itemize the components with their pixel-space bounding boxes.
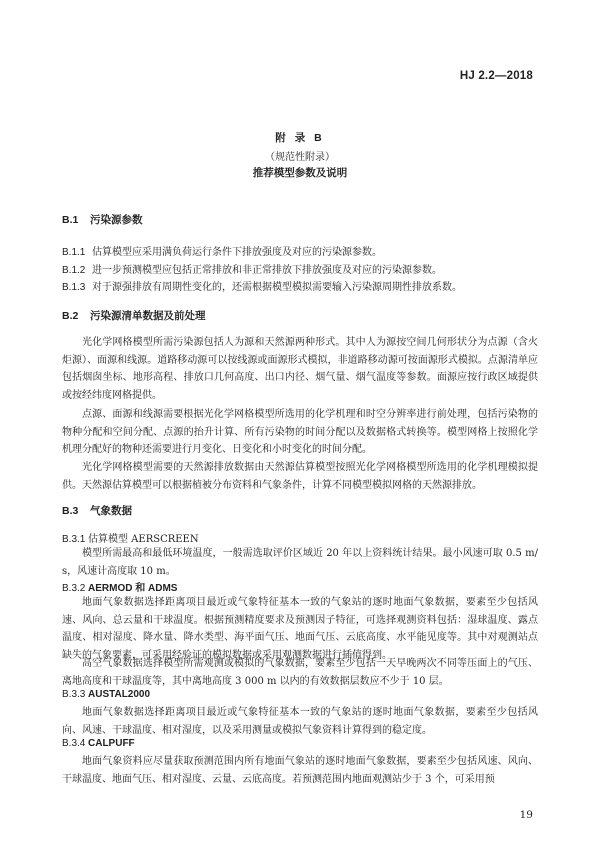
clause-b3-2-heading (62, 579, 177, 594)
section-b1-heading (62, 212, 143, 227)
clause-b1-2 (62, 261, 442, 276)
appendix-subtitle: （规范性附录） (265, 152, 335, 163)
section-title: 污染源参数 (90, 214, 143, 226)
clause-number: B.3.1 (62, 534, 86, 545)
clause-b3-3-heading (62, 689, 150, 700)
clause-number: B.3.2 (62, 583, 86, 594)
section-number: B.2 (62, 310, 79, 322)
section-title: 气象数据 (90, 505, 132, 517)
clause-text: 估算模型应采用满负荷运行条件下排放强度及对应的污染源参数。 (92, 247, 382, 258)
clause-number: B.1.3 (62, 282, 86, 293)
paragraph: 地面气象数据选择距离项目最近或气象特征基本一致的气象站的逐时地面气象数据，要素至少包括风向、风速、干球温度、相对湿度，以及采用测量或模拟气象资料计算得到的稳定度。 (62, 707, 538, 736)
clause-title: AUSTAL2000 (88, 689, 151, 700)
clause-b3-4-heading (62, 738, 135, 749)
clause-title: AERMOD 和 ADMS (88, 583, 178, 594)
clause-number: B.3.4 (62, 738, 86, 749)
clause-title: 估算模型 AERSCREEN (88, 534, 199, 545)
paragraph: 光化学网格模型所需污染源包括人为源和天然源两种形式。其中人为源按空间几何形状分为点源（含火炬源）、面源和线源。道路移动源可以按线源或面源形式模拟，非道路移动源可按面源形式模拟。点源清单应包括烟囱坐标、地形高程、排放口几何高度、出口内径、烟气量、烟气温度等参数。面源应按行政区域提供或按经纬度网格提供。 (62, 337, 538, 401)
clause-b1-1 (62, 243, 382, 258)
section-number: B.1 (62, 214, 79, 226)
paragraph: 地面气象资料应尽量获取预测范围内所有地面气象站的逐时地面气象数据，要素至少包括风速、风向、干球温度、地面气压、相对湿度、云量、云底高度。若预测范围内地面观测站少于 3 个，可采用预 (62, 756, 538, 785)
clause-title: CALPUFF (88, 738, 135, 749)
appendix-title: 附 录 B (275, 132, 325, 144)
clause-text: 进一步预测模型应包括正常排放和非正常排放下排放强度及对应的污染源参数。 (92, 265, 442, 276)
paragraph: 点源、面源和线源需要根据光化学网格模型所选用的化学机理和时空分辨率进行前处理，包括污染物的物种分配和空间分配、点源的抬升计算、所有污染物的时间分配以及数据格式转换等。模型网格上按照化学机理分配好的物种还需要进行月变化、日变化和小时变化的时间分配。 (62, 409, 538, 455)
page-number: 19 (519, 809, 533, 821)
clause-b1-3 (62, 278, 462, 293)
clause-b3-1-heading (62, 530, 199, 545)
paragraph: 地面气象数据选择距离项目最近或气象特征基本一致的气象站的逐时地面气象数据，要素至少包括风速、风向、总云量和干球温度。根据预测精度要求及预测因子特征，可选择观测资料包括：湿球温度、露点温度、相对湿度、降水量、降水类型、海平面气压、地面气压、云底高度、水平能见度等。其中对观测站点缺失的气象要素，可采用经验证的模拟数据或采用观测数据进行插值得到。 (62, 597, 538, 661)
clause-text: 对于源强排放有周期性变化的，还需根据模型模拟需要输入污染源周期性排放系数。 (92, 282, 462, 293)
clause-number: B.1.1 (62, 247, 86, 258)
paragraph: 模型所需最高和最低环境温度，一般需选取评价区域近 20 年以上资料统计结果。最小风速可取 0.5 m/s，风速计高度取 10 m。 (62, 548, 538, 577)
clause-number: B.1.2 (62, 265, 86, 276)
section-title: 污染源清单数据及前处理 (90, 310, 206, 322)
section-b3-heading (62, 503, 132, 518)
appendix-heading: 推荐模型参数及说明 (252, 167, 348, 179)
paragraph: 光化学网格模型需要的天然源排放数据由天然源估算模型按照光化学网格模型所选用的化学机理模拟提供。天然源估算模型可以根据植被分布资料和气象条件，计算不同模型模拟网格的天然源排放。 (62, 462, 538, 491)
standard-code: HJ 2.2—2018 (459, 70, 533, 82)
section-number: B.3 (62, 505, 79, 517)
paragraph: 高空气象数据选择模型所需观测或模拟的气象数据，要素至少包括一天早晚两次不同等压面上的气压、离地高度和干球温度等，其中离地高度 3 000 m 以内的有效数据层数应不少于 10 层。 (62, 658, 538, 687)
section-b2-heading (62, 308, 206, 323)
clause-number: B.3.3 (62, 689, 86, 700)
